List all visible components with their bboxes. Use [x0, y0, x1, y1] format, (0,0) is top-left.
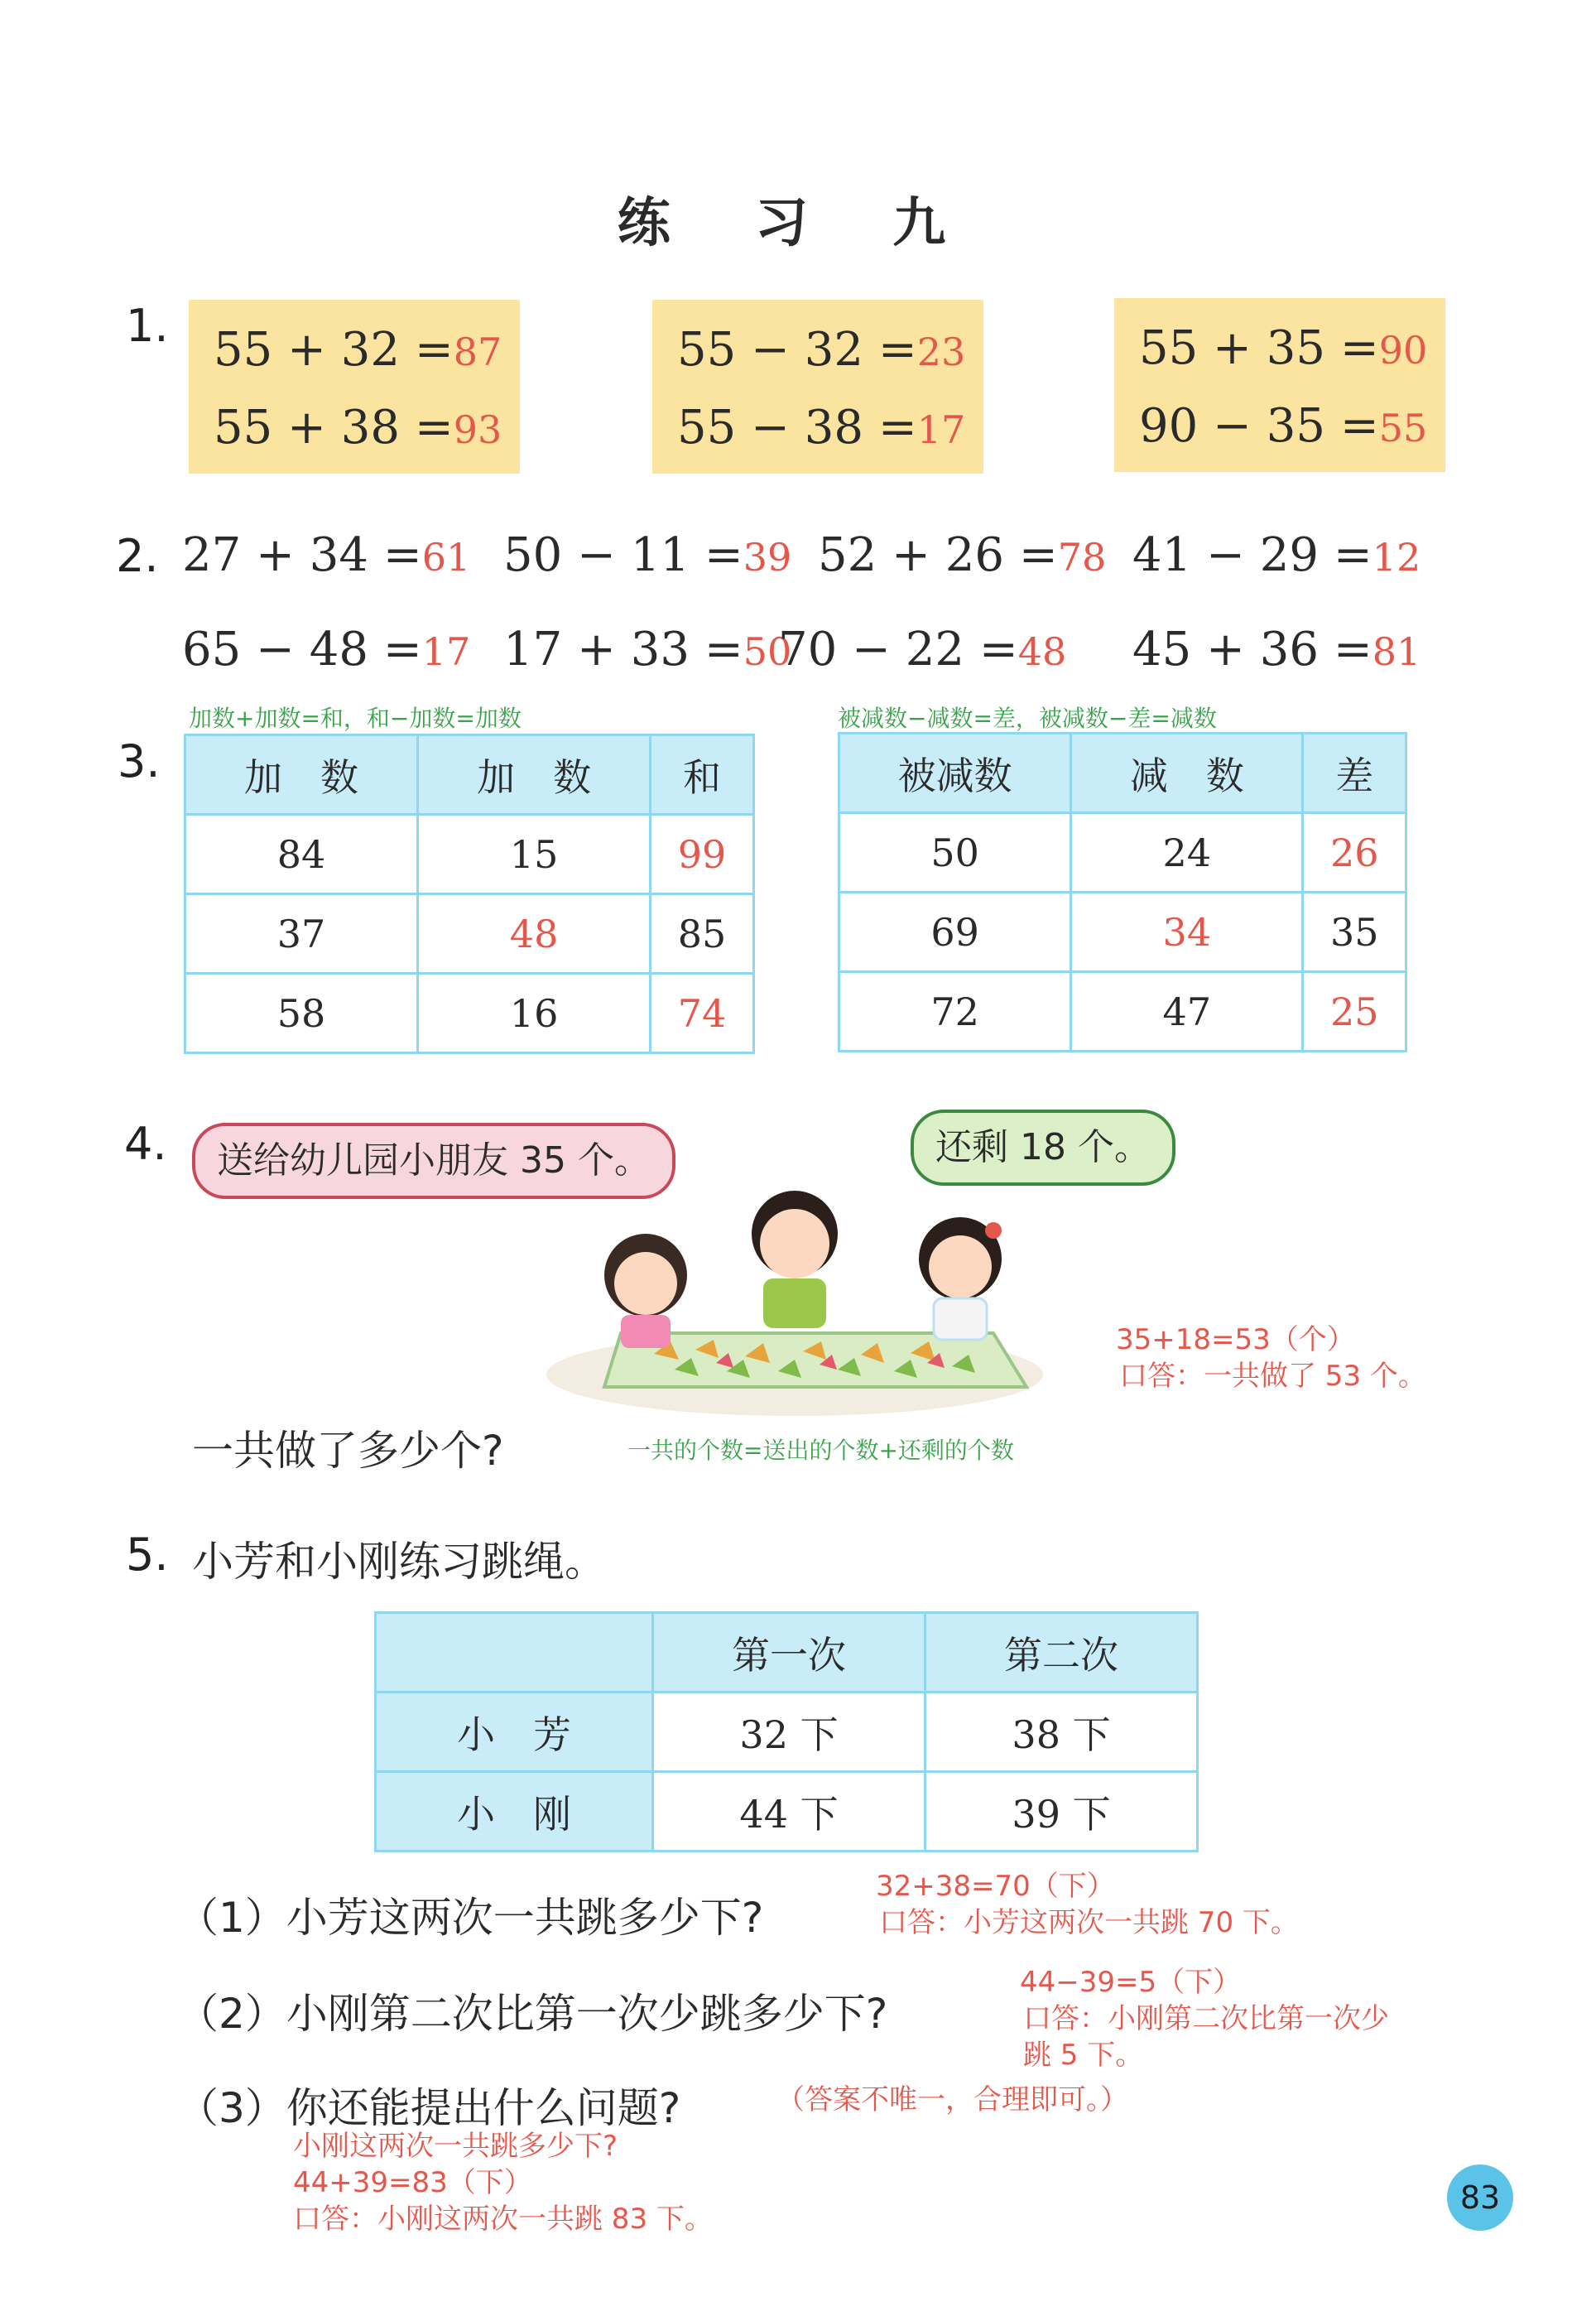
question-2-number: 2.	[116, 530, 159, 582]
question-1-number: 1.	[126, 300, 169, 352]
equation: 27 + 34 =61	[182, 528, 471, 582]
table-header: 被减数	[839, 734, 1071, 813]
q5-sub3-question: 小刚这两次一共跳多少下?	[293, 2130, 618, 2163]
answer: 39	[743, 535, 792, 580]
table-cell: 50	[839, 813, 1071, 893]
table-cell: 15	[418, 815, 651, 894]
table-cell: 39 下	[925, 1772, 1198, 1851]
q5-sub1: （1）小芳这两次一共跳多少下?	[177, 1894, 764, 1942]
table-cell: 44 下	[653, 1772, 925, 1851]
q5-sub2-sentence: 口答：小刚第二次比第一次少	[1023, 2002, 1389, 2035]
answer: 81	[1372, 629, 1421, 674]
q4-hint: 一共的个数=送出的个数+还剩的个数	[627, 1437, 1014, 1464]
answer-cell: 25	[1303, 972, 1406, 1052]
table-cell: 16	[418, 974, 651, 1053]
table-row	[839, 893, 1406, 972]
table-cell: 35	[1303, 893, 1406, 972]
table-row	[185, 815, 754, 894]
table-header: 第一次	[653, 1613, 925, 1692]
row-header: 小 刚	[376, 1772, 653, 1851]
table-header: 减 数	[1071, 734, 1303, 813]
children-illustration	[530, 1168, 1043, 1416]
q5-sub1-equation: 32+38=70（下）	[876, 1870, 1115, 1903]
table-header: 加 数	[418, 735, 651, 815]
equation: 90 − 35 =55	[1139, 399, 1428, 453]
page-number: 83	[1447, 2164, 1513, 2231]
equation: 17 + 33 =50	[503, 623, 792, 677]
table-row	[839, 972, 1406, 1052]
table-row	[839, 813, 1406, 893]
q1-box-2	[652, 300, 983, 474]
table-header	[376, 1613, 653, 1692]
table-cell: 38 下	[925, 1692, 1198, 1772]
q5-sub3-sentence: 口答：小刚这两次一共跳 83 下。	[293, 2203, 713, 2236]
table-header: 第二次	[925, 1613, 1198, 1692]
speech-bubble-right: 还剩 18 个。	[911, 1110, 1175, 1186]
answer-cell: 74	[651, 974, 754, 1053]
table-cell: 84	[185, 815, 418, 894]
equation: 55 + 32 =87	[214, 323, 502, 377]
speech-bubble-left: 送给幼儿园小朋友 35 个。	[192, 1123, 675, 1199]
table-row	[376, 1772, 1198, 1851]
table-cell: 37	[185, 894, 418, 974]
equation: 52 + 26 =78	[818, 528, 1107, 582]
answer-cell: 34	[1071, 893, 1303, 972]
answer: 78	[1057, 535, 1107, 580]
row-header: 小 芳	[376, 1692, 653, 1772]
answer: 87	[453, 330, 502, 374]
table-header: 加 数	[185, 735, 418, 815]
equation: 55 + 35 =90	[1139, 321, 1428, 375]
answer-cell: 48	[418, 894, 651, 974]
q4-answer-sentence: 口答：一共做了 53 个。	[1119, 1360, 1426, 1393]
jump-rope-table	[374, 1611, 1199, 1852]
table-header: 和	[651, 735, 754, 815]
hint-note-right: 被减数−减数=差，被减数−差=减数	[838, 705, 1217, 732]
table-cell: 69	[839, 893, 1071, 972]
equation: 55 − 38 =17	[677, 401, 966, 455]
q5-sub3: （3）你还能提出什么问题?	[177, 2084, 681, 2132]
q5-sub2: （2）小刚第二次比第一次少跳多少下?	[177, 1990, 888, 2038]
question-5-number: 5.	[126, 1529, 169, 1581]
table-row	[376, 1692, 1198, 1772]
addition-table	[184, 734, 755, 1054]
answer-cell: 99	[651, 815, 754, 894]
table-cell: 32 下	[653, 1692, 925, 1772]
q4-question: 一共做了多少个?	[192, 1427, 504, 1475]
page-title: 练 习 九	[617, 193, 979, 254]
table-cell: 58	[185, 974, 418, 1053]
answer: 61	[421, 535, 471, 580]
q5-sub2-equation: 44−39=5（下）	[1020, 1966, 1242, 1999]
answer: 55	[1378, 406, 1428, 450]
q5-sub3-equation: 44+39=83（下）	[293, 2166, 532, 2199]
table-header: 差	[1303, 734, 1406, 813]
subtraction-table	[838, 732, 1407, 1052]
question-3-number: 3.	[118, 735, 161, 787]
q1-box-1	[189, 300, 520, 474]
table-cell: 47	[1071, 972, 1303, 1052]
table-row	[185, 894, 754, 974]
equation: 41 − 29 =12	[1132, 528, 1421, 582]
answer: 23	[916, 330, 966, 374]
equation: 55 + 38 =93	[214, 401, 502, 455]
answer: 17	[916, 407, 966, 452]
answer: 17	[421, 629, 471, 674]
equation: 65 − 48 =17	[182, 623, 471, 677]
equation: 55 − 32 =23	[677, 323, 966, 377]
answer: 93	[453, 407, 502, 452]
table-cell: 24	[1071, 813, 1303, 893]
equation: 70 − 22 =48	[778, 623, 1067, 677]
q1-box-3	[1114, 298, 1445, 472]
answer-cell: 26	[1303, 813, 1406, 893]
equation: 50 − 11 =39	[503, 528, 792, 582]
q5-sub1-sentence: 口答：小芳这两次一共跳 70 下。	[879, 1906, 1299, 1939]
hint-note-left: 加数+加数=和，和−加数=加数	[189, 705, 522, 732]
answer: 48	[1017, 629, 1067, 674]
equation: 45 + 36 =81	[1132, 623, 1421, 677]
q5-sub2-sentence-cont: 跳 5 下。	[1023, 2039, 1144, 2072]
answer: 50	[743, 629, 792, 674]
q5-intro: 小芳和小刚练习跳绳。	[192, 1538, 606, 1586]
q4-answer-equation: 35+18=53（个）	[1116, 1323, 1355, 1356]
answer: 90	[1378, 328, 1428, 373]
table-cell: 85	[651, 894, 754, 974]
question-4-number: 4.	[124, 1118, 167, 1170]
answer: 12	[1372, 535, 1421, 580]
q5-sub3-note: （答案不唯一，合理即可。）	[776, 2083, 1128, 2116]
table-cell: 72	[839, 972, 1071, 1052]
table-row	[185, 974, 754, 1053]
